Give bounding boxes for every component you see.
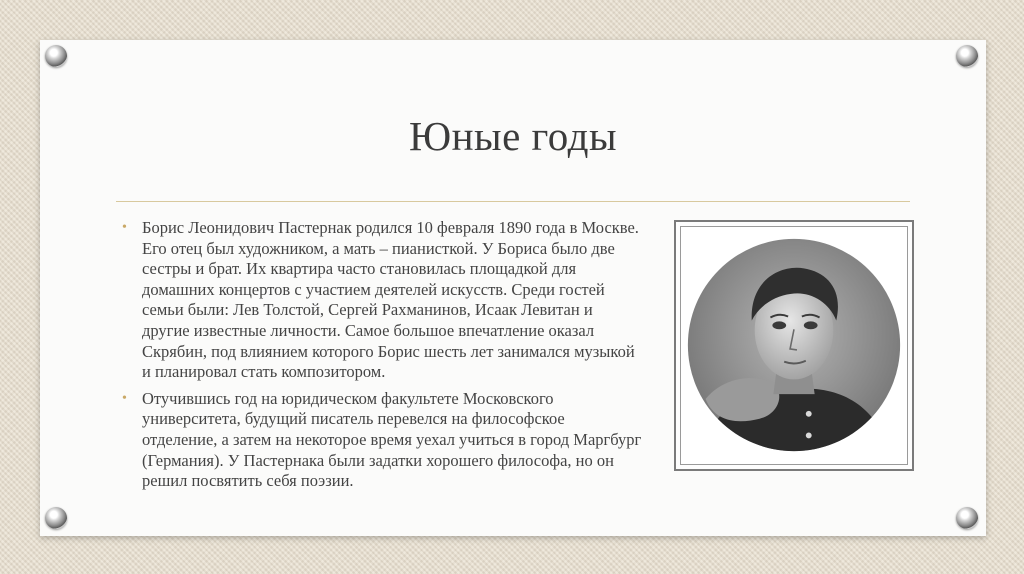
bullet-icon: • [122, 390, 127, 406]
pushpin-icon [956, 507, 978, 529]
slide-title: Юные годы [408, 113, 618, 159]
pushpin-icon [45, 45, 67, 67]
portrait-photo [681, 227, 907, 464]
pushpin-icon [956, 45, 978, 67]
photo-mat [680, 226, 908, 465]
bullet-item [122, 389, 642, 492]
bullet-text: Отучившись год на юридическом факультете Московского университета, будущий писатель перевелся на философское отделение, а затем на некоторое время уехал учиться в город Маргбург (Германия). У Пастернака были задатки хорошего философа, но он решил посвятить себя поэзии. [142, 388, 642, 491]
bullet-icon: • [122, 220, 127, 235]
photo-frame [674, 220, 914, 471]
bullet-list [122, 218, 642, 498]
bullet-text: Борис Леонидович Пастернак родился 10 февраля 1890 года в Москве. Его отец был художником, а мать – пианисткой. У Бориса было две сестры и брат. Их квартира часто становилась площадкой для домашних концертов с участием деятелей искусств. Среди гостей семьи были: Лев Толстой, Сергей Рахманинов, Исаак Левитан и другие известные личности. Самое большое впечатление оказал Скрябин, под влиянием которого Борис шесть лет занимался музыкой и планировал стать композитором. [142, 218, 639, 382]
bullet-item [122, 218, 642, 383]
title-divider [116, 201, 910, 202]
pushpin-icon [45, 507, 67, 529]
slide [40, 40, 986, 536]
